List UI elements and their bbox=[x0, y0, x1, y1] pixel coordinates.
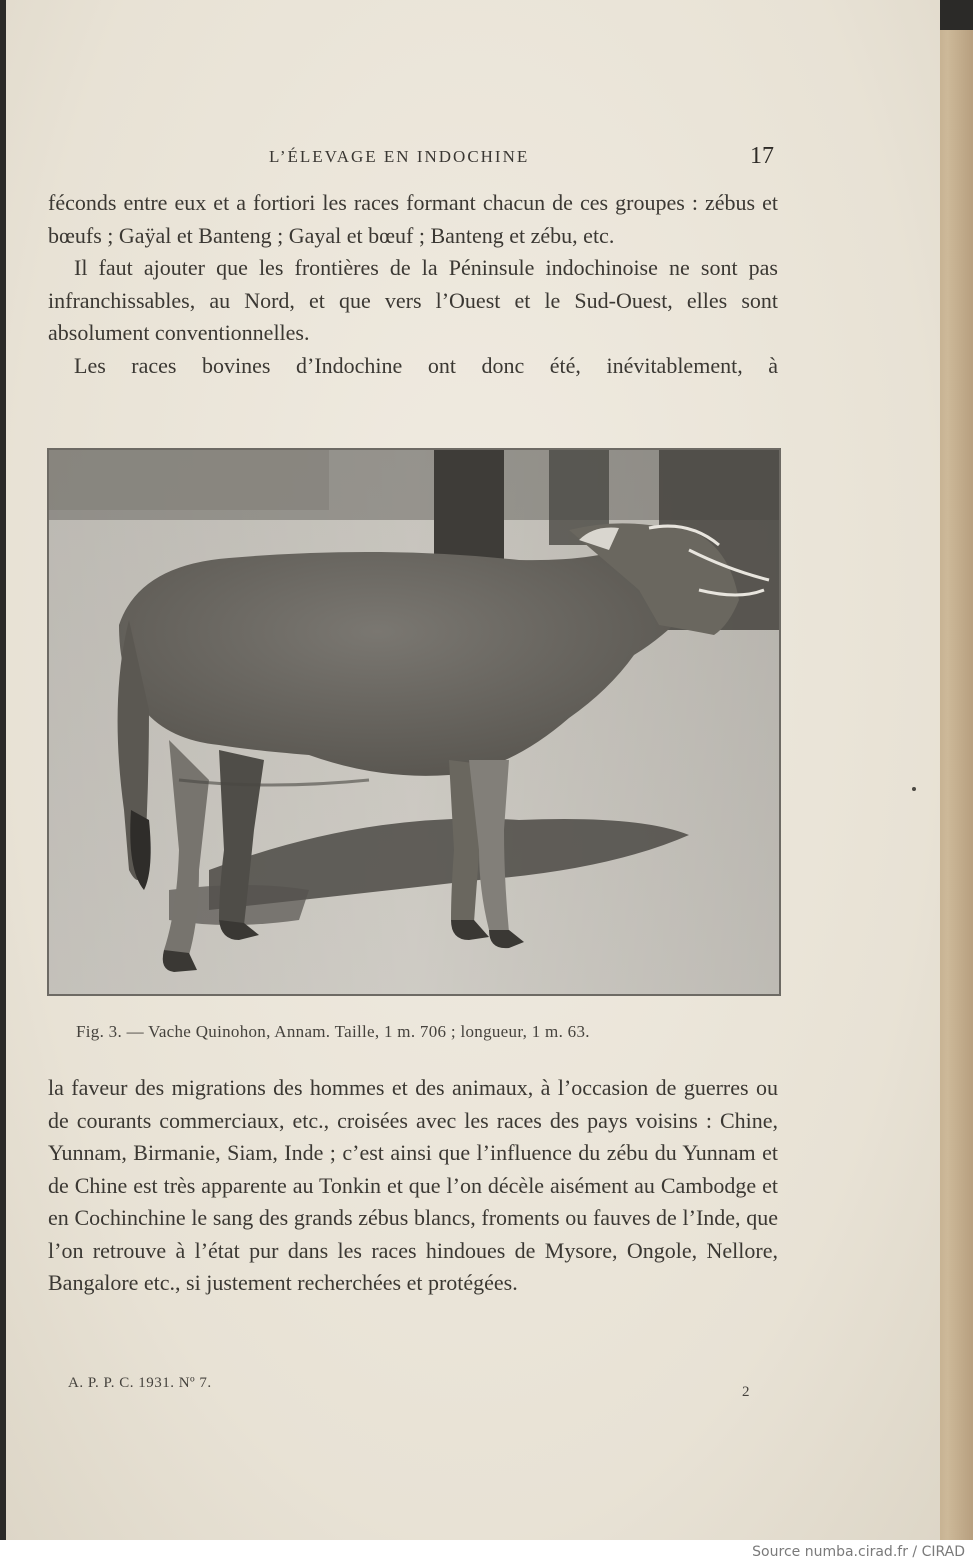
figure-caption: Fig. 3. — Vache Quinohon, Annam. Taille, 1 m. 706 ; longueur, 1 m. 63. bbox=[76, 1022, 590, 1041]
paragraph-races: Les races bovines d’Indochine ont donc été, inévitablement, à bbox=[74, 352, 778, 378]
sheet-number: 2 bbox=[742, 1384, 750, 1400]
page-number: 17 bbox=[750, 143, 774, 169]
paragraph-continued: féconds entre eux et a fortiori les races formant chacun de ces groupes : zébus et bœufs ; Gaÿal et Banteng ; Gayal et bœuf ; Banteng et zébu, etc. bbox=[48, 190, 778, 248]
printer-signature: A. P. P. C. 1931. Nº 7. bbox=[68, 1375, 212, 1391]
paragraph-frontiers: Il faut ajouter que les frontières de la Péninsule indochinoise ne sont pas infranchissables, au Nord, et que vers l’Ouest et le Sud-Ouest, elles sont absolument conventionnelles. bbox=[48, 255, 778, 345]
running-title: L’ÉLEVAGE EN INDOCHINE bbox=[269, 147, 530, 166]
cow-photograph bbox=[47, 448, 781, 996]
source-bar bbox=[0, 1540, 973, 1566]
book-page bbox=[6, 0, 940, 1540]
source-credit: Source numba.cirad.fr / CIRAD bbox=[752, 1544, 965, 1560]
body-text-top bbox=[48, 187, 778, 382]
body-text-bottom bbox=[48, 1072, 778, 1300]
cow-photo-illustration bbox=[49, 450, 779, 994]
margin-mark bbox=[912, 787, 916, 791]
paragraph-migrations: la faveur des migrations des hommes et des animaux, à l’occasion de guerres ou de courants commerciaux, etc., croisées avec les races des pays voisins : Chine, Yunnam, Birmanie, Siam, Inde ; c’est ainsi que l’influence du zébu du Yunnam et de Chine est très apparente au Tonkin et que l’on décèle aisément au Cambodge et en Cochinchine le sang des grands zébus blancs, froments ou fauves de l’Inde, que l’on retrouve à l’état pur dans les races hindoues de Mysore, Ongole, Nellore, Bangalore etc., si justement recherchées et protégées. bbox=[48, 1075, 778, 1295]
